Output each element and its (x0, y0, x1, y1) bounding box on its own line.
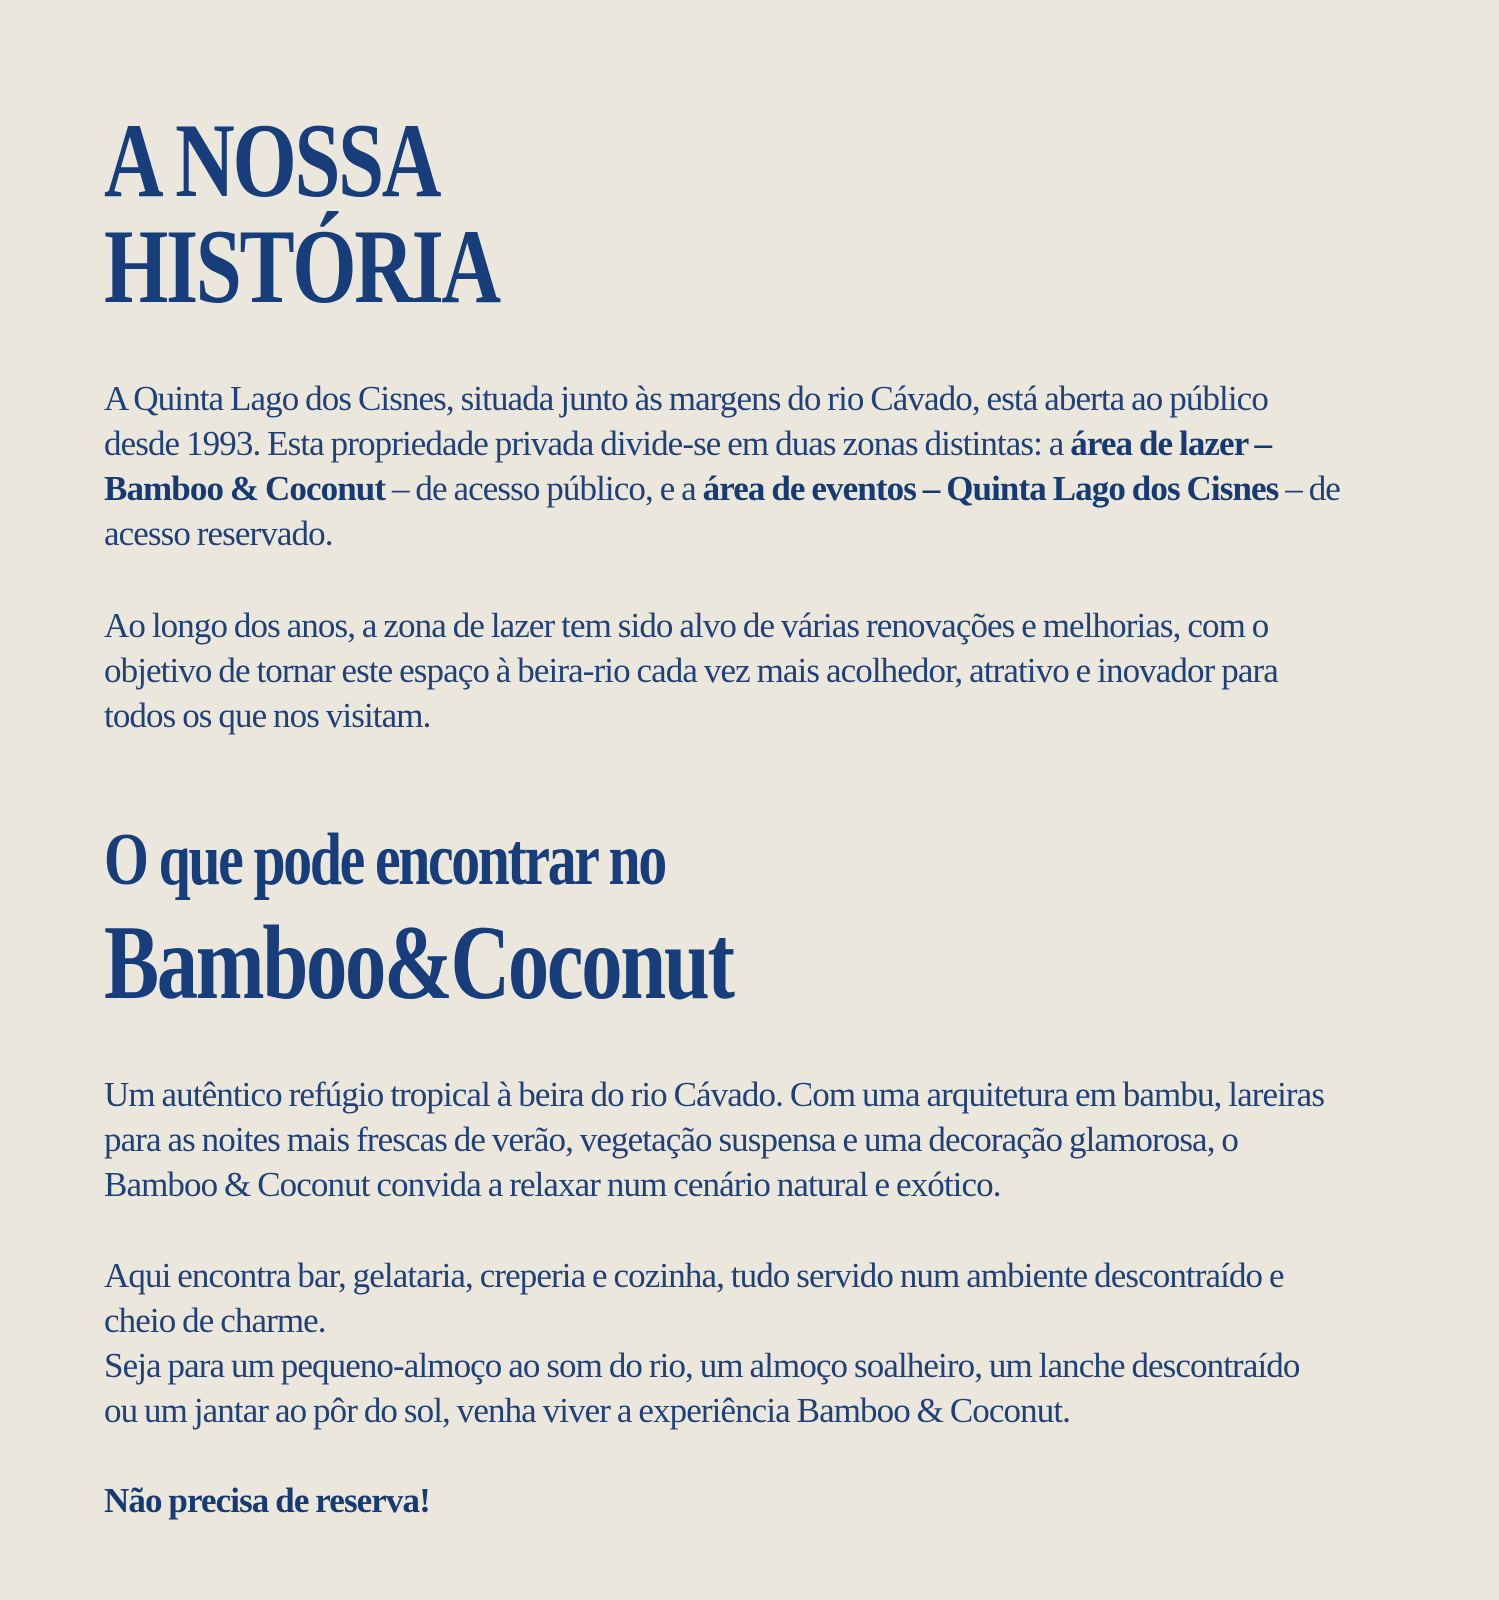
brand-heading: Bamboo&Coconut (104, 904, 733, 1021)
text-line: cheio de charme. (104, 1301, 326, 1340)
text-line: Seja para um pequeno-almoço ao som do rio, um almoço soalheiro, um lanche descontraído (104, 1346, 1300, 1385)
text-run: desde 1993. Esta propriedade privada divide-se em duas zonas distintas: a (104, 424, 1071, 463)
history-heading-line-1: A NOSSA (104, 102, 440, 219)
text-line (104, 421, 1340, 466)
text-line: Ao longo dos anos, a zona de lazer tem sido alvo de várias renovações e melhorias, com o (104, 606, 1269, 645)
bold-brand-name: Bamboo & Coconut (104, 469, 386, 508)
text-run: – de acesso público, e a (385, 469, 703, 508)
bold-leisure-area: área de lazer – (1070, 424, 1272, 463)
text-line: acesso reservado. (104, 514, 333, 553)
find-heading: O que pode encontrar no (104, 819, 665, 901)
text-line: ou um jantar ao pôr do sol, venha viver a experiência Bamboo & Coconut. (104, 1391, 1071, 1430)
text-line: A Quinta Lago dos Cisnes, situada junto às margens do rio Cávado, está aberta ao público (104, 379, 1268, 418)
text-line: Bamboo & Coconut convida a relaxar num cenário natural e exótico. (104, 1165, 1001, 1204)
text-line (104, 466, 1340, 511)
text-line: objetivo de tornar este espaço à beira-rio cada vez mais acolhedor, atrativo e inovador para (104, 651, 1278, 690)
bamboo-paragraph-2 (104, 1253, 1299, 1433)
history-heading-line-2: HISTÓRIA (104, 208, 499, 325)
history-heading (104, 102, 499, 325)
bold-events-area: área de eventos – Quinta Lago dos Cisnes (702, 469, 1279, 508)
text-line: Aqui encontra bar, gelataria, creperia e cozinha, tudo servido num ambiente descontraído e (104, 1256, 1284, 1295)
history-paragraph-1 (104, 376, 1340, 556)
bamboo-paragraph-1 (104, 1072, 1324, 1207)
history-paragraph-2 (104, 603, 1278, 738)
no-reservation-note: Não precisa de reserva! (104, 1481, 430, 1520)
text-line: Um autêntico refúgio tropical à beira do rio Cávado. Com uma arquitetura em bambu, lareiras (104, 1075, 1325, 1114)
text-run: – de (1278, 469, 1340, 508)
text-line: todos os que nos visitam. (104, 696, 431, 735)
text-line: para as noites mais frescas de verão, vegetação suspensa e uma decoração glamorosa, o (104, 1120, 1238, 1159)
